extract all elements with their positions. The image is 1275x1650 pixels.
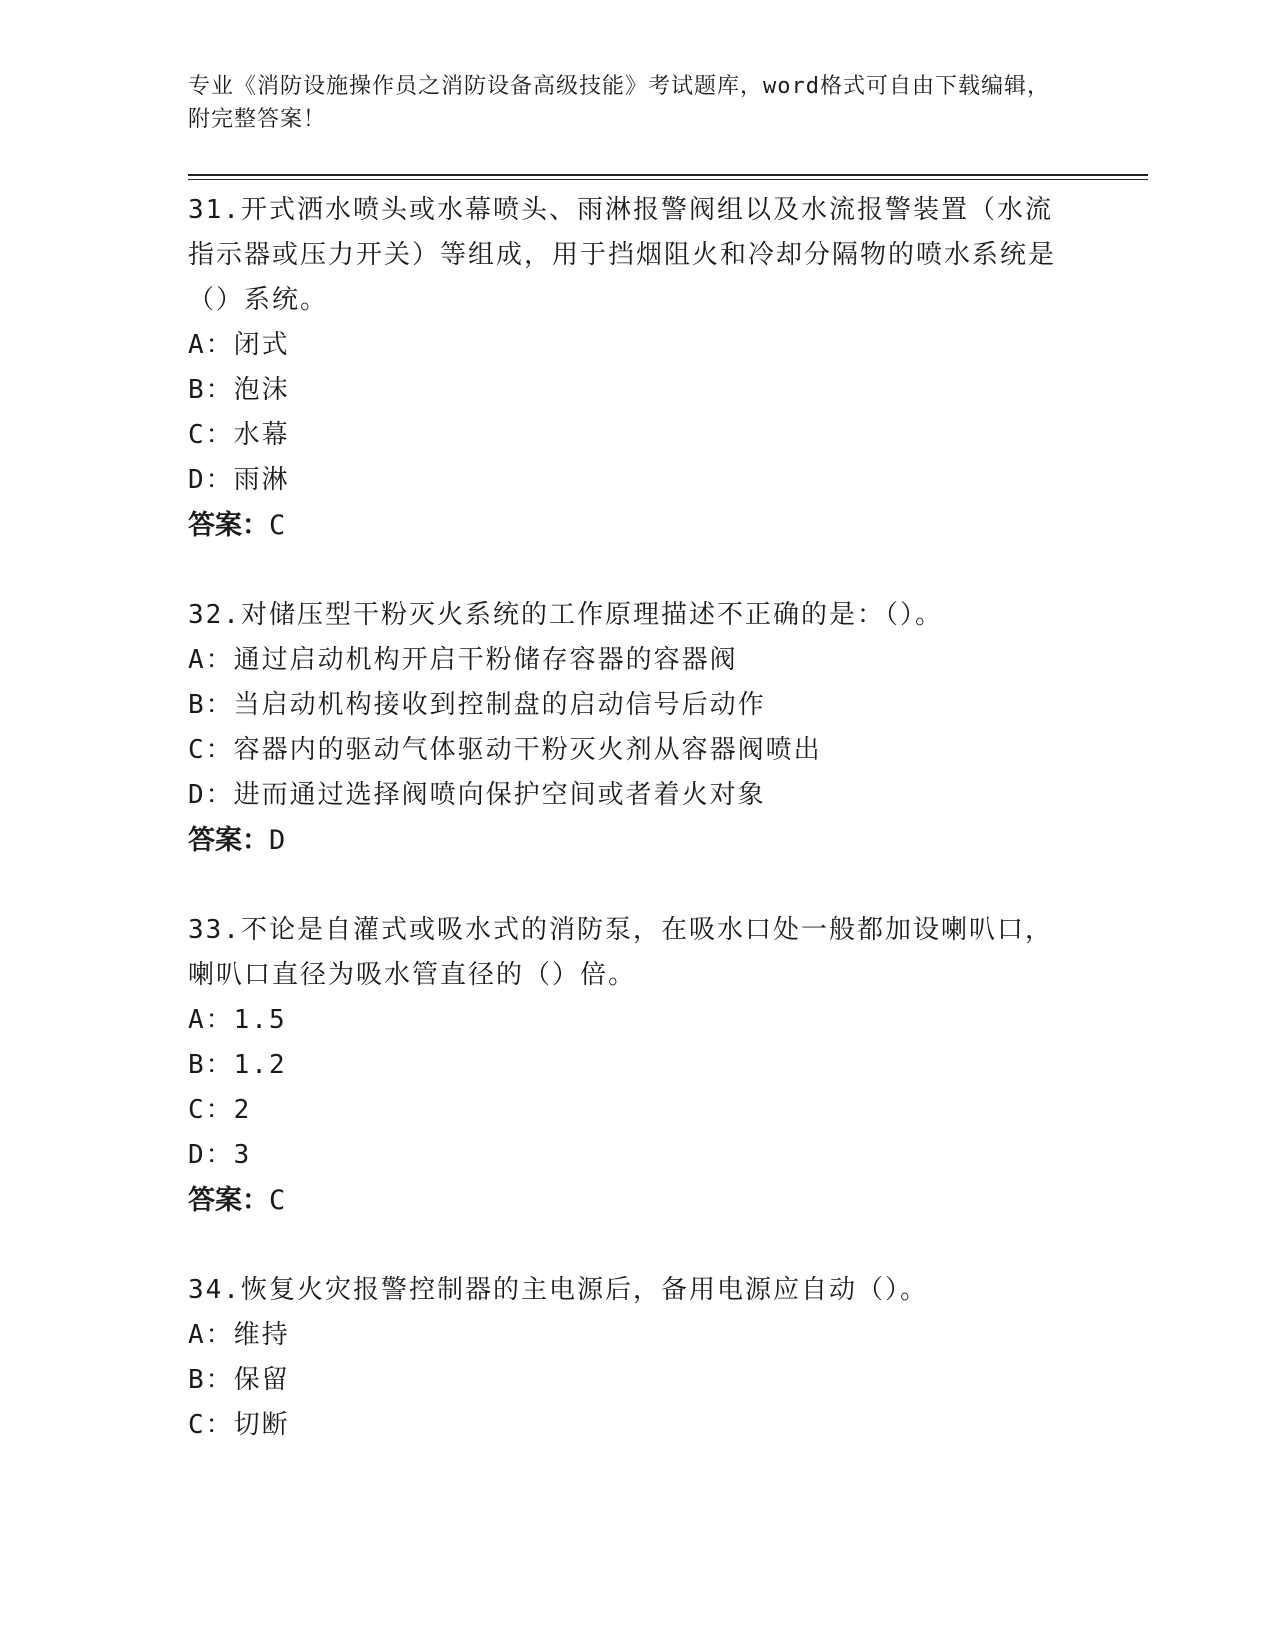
option-b: B：保留 [188,1365,290,1395]
option-c: C：容器内的驱动气体驱动干粉灭火剂从容器阀喷出 [188,735,822,765]
answer [188,1178,1148,1224]
document-header: 专业《消防设施操作员之消防设备高级技能》考试题库，word格式可自由下载编辑，附完整答案！ [188,74,1050,132]
question-stem: 31.开式洒水喷头或水幕喷头、雨淋报警阀组以及水流报警装置（水流指示器或压力开关）等组成，用于挡烟阻火和冷却分隔物的喷水系统是（）系统。 [188,195,1057,315]
option-a: A：维持 [188,1320,290,1350]
document-page [188,70,1148,1448]
question-31 [188,188,1148,549]
answer-value: C [269,1185,286,1216]
option-b: B：当启动机构接收到控制盘的启动信号后动作 [188,690,766,720]
header-divider [188,174,1148,180]
answer-value: D [269,825,286,856]
option-b: B：泡沫 [188,375,290,405]
question-stem: 32.对储压型干粉灭火系统的工作原理描述不正确的是：（）。 [188,600,943,630]
question-34 [188,1268,1148,1448]
question-33 [188,908,1148,1224]
answer-label: 答案： [188,1185,269,1216]
option-a: A：1.5 [188,1005,287,1035]
option-a: A：通过启动机构开启干粉储存容器的容器阀 [188,645,738,675]
option-c: C：水幕 [188,420,290,450]
answer [188,818,1148,864]
answer-label: 答案： [188,825,269,856]
question-stem: 34.恢复火灾报警控制器的主电源后，备用电源应自动（）。 [188,1275,928,1305]
question-stem: 33.不论是自灌式或吸水式的消防泵，在吸水口处一般都加设喇叭口，喇叭口直径为吸水管直径的（）倍。 [188,915,1053,990]
option-d: D：进而通过选择阀喷向保护空间或者着火对象 [188,780,766,810]
option-d: D：3 [188,1140,252,1170]
answer-label: 答案： [188,510,269,541]
question-32 [188,593,1148,864]
option-d: D：雨淋 [188,465,290,495]
answer-value: C [269,510,286,541]
answer [188,503,1148,549]
option-a: A：闭式 [188,330,290,360]
option-b: B：1.2 [188,1050,287,1080]
option-c: C：切断 [188,1410,290,1440]
option-c: C：2 [188,1095,252,1125]
